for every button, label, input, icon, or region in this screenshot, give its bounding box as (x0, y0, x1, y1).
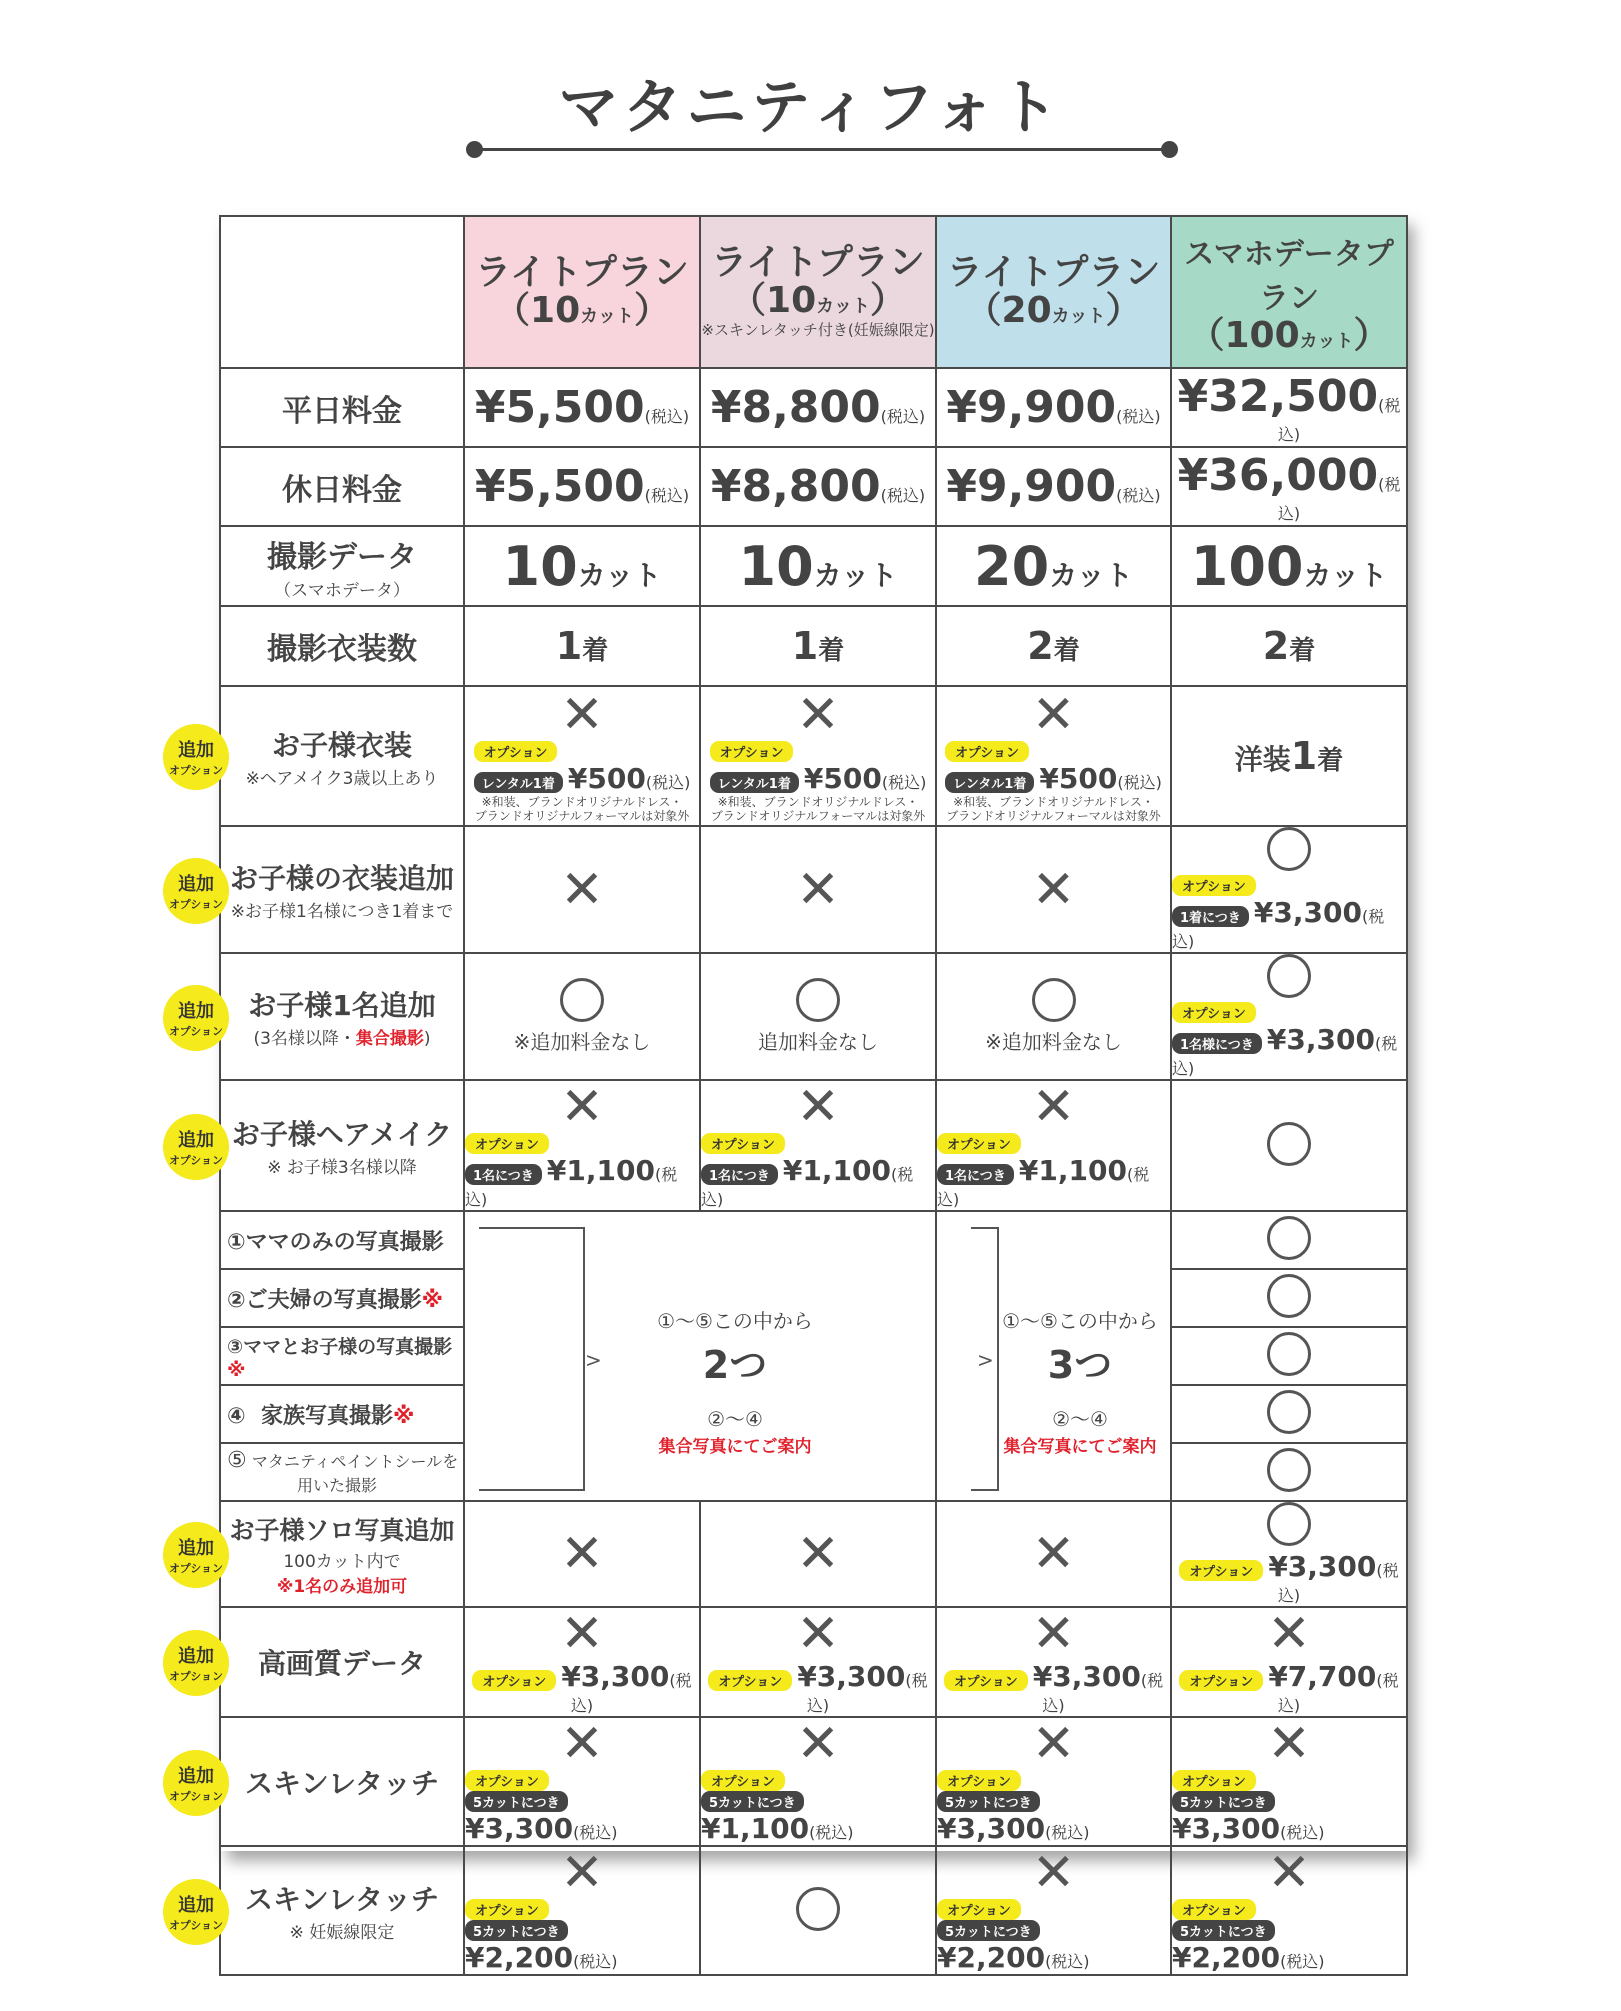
cross-icon: ✕ (560, 1604, 604, 1664)
fine-note: ブランドオリジナルフォーマルは対象外 (474, 809, 690, 823)
option-tag: オプション (701, 1133, 785, 1154)
tax-label: (税込) (1116, 407, 1161, 426)
choose-text: ①～⑤この中から (1002, 1309, 1158, 1333)
tax-label: (税込) (644, 407, 690, 426)
header-empty-cell (220, 216, 464, 368)
tax-label: (税込) (1042, 1671, 1164, 1715)
circle-icon (796, 1887, 840, 1931)
tax-label: (税込) (881, 772, 927, 792)
row-label-child-costume (168, 686, 464, 826)
option-tag: オプション (465, 1899, 549, 1920)
cross-icon: ✕ (796, 684, 840, 745)
plan-header-light-10-retouch (700, 216, 936, 368)
per-cut-tag: 5カットにつき (465, 1920, 568, 1941)
badge-top: 追加 (178, 1646, 214, 1667)
circle-icon (1267, 1274, 1311, 1318)
page-title: マタニティフォト (558, 73, 1063, 143)
row-label-sub: ※ 妊娠線限定 (289, 1923, 395, 1943)
row-label-text: 高画質データ (257, 1647, 426, 1680)
western-wear: 洋装 (1234, 743, 1291, 776)
plan-cuts: （10 (730, 279, 817, 321)
item-number: ② (227, 1287, 246, 1313)
circle-icon (560, 978, 604, 1022)
per-person-tag: 1名様につき (1172, 1033, 1262, 1054)
badge-bottom: オプション (168, 897, 223, 911)
tax-label: (税込) (573, 1952, 618, 1971)
option-tag: オプション (944, 1670, 1028, 1691)
fine-note: ※和装、ブランドオリジナルドレス・ (717, 794, 919, 809)
weekday-price: ¥9,900 (946, 382, 1117, 433)
row-label-weekday: 平日料金 (220, 368, 464, 447)
tax-label: (税込) (1045, 1952, 1090, 1971)
option-tag: オプション (1179, 1670, 1263, 1691)
tax-label: (税込) (1277, 1561, 1399, 1605)
plan-name: スマホデータプラン (1184, 237, 1394, 317)
costume-count: 1 (555, 624, 583, 668)
per-person-tag: 1名につき (465, 1164, 542, 1185)
row-label-hq (168, 1607, 464, 1717)
data-unit: カット (1303, 558, 1388, 592)
cross-icon: ✕ (1031, 1524, 1076, 1584)
option-tag: オプション (465, 1770, 549, 1791)
row-label-text: お子様ソロ写真追加 (229, 1516, 455, 1545)
circle-icon (1267, 954, 1311, 998)
tax-label: (税込) (1117, 772, 1162, 792)
list-item (220, 1443, 464, 1501)
option-price: ¥1,100 (1018, 1154, 1127, 1187)
tax-label: (税込) (465, 1165, 678, 1209)
tax-label: (税込) (880, 407, 926, 426)
weekday-price: ¥5,500 (474, 382, 645, 433)
cross-icon: ✕ (1031, 1714, 1076, 1774)
data-count: 10 (502, 534, 578, 598)
rental-tag: レンタル1着 (710, 772, 799, 793)
data-unit: カット (577, 558, 662, 592)
row-label-text: お子様1名追加 (248, 989, 436, 1022)
plan-close: ） (1105, 290, 1142, 331)
list-item (220, 1211, 464, 1269)
plan-cut-unit: カット (1299, 331, 1354, 353)
weekday-price: ¥32,500 (1177, 370, 1379, 422)
tax-label: (税込) (880, 486, 926, 505)
plan-name: ライトプラン (711, 241, 925, 283)
option-price: ¥500 (803, 761, 882, 795)
group-note: 集合写真にてご案内 (658, 1437, 812, 1457)
tax-label: (税込) (573, 1823, 618, 1842)
per-cut-tag: 5カットにつき (937, 1791, 1040, 1812)
option-tag: オプション (1172, 1002, 1256, 1023)
fine-note: ブランドオリジナルフォーマルは対象外 (946, 809, 1161, 823)
row-label-child-add (168, 953, 464, 1080)
row-label-costume: 撮影衣装数 (220, 606, 464, 686)
cross-icon: ✕ (1031, 859, 1076, 920)
badge-top: 追加 (178, 1000, 214, 1022)
row-label-text: スキンレタッチ (245, 1883, 439, 1916)
row-label-sub: ※ お子様3名様以降 (267, 1158, 417, 1178)
cross-icon: ✕ (560, 1714, 604, 1774)
costume-count: 2 (1262, 624, 1290, 668)
row-label-text: お子様衣装 (271, 728, 412, 762)
costume-count: 2 (1027, 624, 1054, 668)
option-price: ¥3,300 (561, 1660, 670, 1693)
fine-note: ※和装、ブランドオリジナルドレス・ (481, 794, 683, 809)
child-costume-cell (464, 686, 700, 826)
option-tag: オプション (937, 1770, 1021, 1791)
data-count: 10 (738, 534, 814, 598)
child-costume-add-cell (1171, 826, 1407, 953)
row-label-text: スキンレタッチ (245, 1766, 439, 1800)
add-option-badge (163, 1879, 229, 1945)
cross-icon: ✕ (560, 1077, 604, 1137)
rental-tag: レンタル1着 (945, 772, 1034, 793)
option-price: ¥3,300 (1253, 896, 1362, 929)
row-label-sub-red: ※1名のみ追加可 (276, 1577, 408, 1597)
item-mark: ※ (227, 1358, 246, 1381)
group-ref: ②～④ (707, 1407, 763, 1431)
add-option-badge (163, 858, 229, 924)
list-item (220, 1385, 464, 1443)
child-costume-cell (700, 686, 936, 826)
bracket (479, 1227, 585, 1491)
data-count: 100 (1190, 534, 1304, 598)
row-label-text: 撮影データ (267, 539, 417, 575)
title-divider (475, 148, 1170, 151)
plan-cuts: （100 (1188, 315, 1300, 357)
child-add-cell (1171, 953, 1407, 1080)
costume-count: 1 (1290, 734, 1318, 778)
item-text-2: 用いた撮影 (297, 1476, 378, 1495)
option-tag: オプション (1172, 875, 1256, 896)
tax-label: (税込) (1045, 1823, 1090, 1842)
add-option-badge (163, 1114, 229, 1180)
row-label-child-costume-add (168, 826, 464, 953)
holiday-price: ¥36,000 (1177, 449, 1379, 501)
item-text: マタニティペイントシールを (251, 1452, 459, 1471)
badge-top: 追加 (178, 1894, 214, 1916)
per-person-tag: 1名につき (937, 1164, 1014, 1185)
tax-label: (税込) (645, 772, 691, 792)
cross-icon: ✕ (796, 859, 840, 920)
circle-icon (1267, 1502, 1311, 1546)
item-mark: ※ (392, 1403, 415, 1429)
add-option-badge (163, 1750, 229, 1816)
item-text: ママとお子様の写真撮影 (243, 1335, 453, 1358)
row-label-data (220, 526, 464, 606)
costume-count: 1 (791, 624, 819, 668)
row-label-child-hair (168, 1080, 464, 1211)
circle-icon (1267, 1332, 1311, 1376)
costume-unit: 着 (1317, 746, 1344, 776)
option-price: ¥2,200 (465, 1941, 574, 1974)
no-fee-note: 追加料金なし (758, 1030, 878, 1054)
option-tag: オプション (945, 741, 1029, 762)
add-option-badge (163, 1522, 229, 1588)
badge-bottom: オプション (168, 764, 223, 777)
row-label-sub: ※ヘアメイク3歳以上あり (245, 768, 439, 789)
option-price: ¥2,200 (937, 1941, 1046, 1974)
option-tag: オプション (708, 1670, 792, 1691)
choose-count: 2つ (702, 1343, 768, 1387)
badge-top: 追加 (178, 1765, 214, 1787)
plan-header-light-20 (936, 216, 1171, 368)
circle-icon (1032, 978, 1076, 1022)
option-price: ¥3,300 (465, 1812, 574, 1845)
option-price: ¥3,300 (937, 1812, 1046, 1845)
badge-bottom: オプション (168, 1918, 223, 1932)
option-price: ¥3,300 (797, 1660, 906, 1693)
badge-bottom: オプション (168, 1789, 223, 1803)
option-tag: オプション (474, 741, 558, 762)
row-label-retouch (168, 1717, 464, 1846)
cross-icon: ✕ (796, 1077, 840, 1137)
option-tag: オプション (937, 1899, 1021, 1920)
rental-tag: レンタル1着 (474, 772, 563, 793)
per-cut-tag: 5カットにつき (1172, 1920, 1275, 1941)
item-text: 家族写真撮影 (260, 1403, 393, 1429)
cross-icon: ✕ (796, 1714, 840, 1774)
data-unit: カット (813, 558, 898, 592)
tax-label: (税込) (809, 1823, 854, 1842)
plan-close: ） (1353, 315, 1390, 357)
per-cut-tag: 5カットにつき (1172, 1791, 1275, 1812)
circle-icon (1267, 827, 1311, 871)
plan-table (168, 215, 1406, 1974)
weekday-price: ¥8,800 (710, 382, 881, 433)
data-unit: カット (1049, 558, 1133, 592)
tax-label: (税込) (701, 1165, 914, 1209)
plan-header-light-10 (464, 216, 700, 368)
item-text: ご夫婦の写真撮影 (245, 1287, 422, 1313)
cross-icon: ✕ (796, 1604, 840, 1664)
badge-bottom: オプション (168, 1670, 223, 1683)
option-tag: オプション (701, 1770, 785, 1791)
row-label-text: お子様ヘアメイク (231, 1118, 453, 1151)
tax-label: (税込) (644, 486, 690, 505)
plan-name: ライトプラン (475, 252, 689, 294)
no-fee-note: ※追加料金なし (513, 1030, 651, 1054)
circle-icon (1267, 1122, 1311, 1166)
option-price: ¥1,100 (546, 1154, 655, 1187)
cross-icon: ✕ (1267, 1843, 1311, 1903)
tax-label: (税込) (570, 1671, 692, 1715)
plan-header-smartphone-100 (1171, 216, 1407, 368)
item-number: ① (227, 1229, 246, 1255)
cross-icon: ✕ (560, 1524, 604, 1584)
add-option-badge (163, 1630, 229, 1696)
option-price: ¥500 (1039, 761, 1118, 795)
list-item (220, 1269, 464, 1327)
costume-unit: 着 (1053, 636, 1080, 666)
fine-note: ※和装、ブランドオリジナルドレス・ (953, 794, 1154, 809)
divider-dot-left (466, 141, 483, 158)
holiday-price: ¥5,500 (474, 461, 645, 512)
row-label-sub: 100カット内で (283, 1552, 401, 1572)
option-tag: オプション (710, 741, 794, 762)
tax-label: (税込) (1172, 1034, 1398, 1078)
option-tag: オプション (465, 1133, 549, 1154)
option-price: ¥2,200 (1172, 1941, 1281, 1974)
badge-top: 追加 (178, 740, 214, 761)
plan-cuts: （20 (965, 290, 1052, 331)
cross-icon: ✕ (1267, 1604, 1311, 1664)
choose-text: ①～⑤この中から (657, 1309, 813, 1333)
cross-icon: ✕ (1031, 1843, 1076, 1903)
plan-cut-unit: カット (1051, 306, 1106, 327)
plan-close: ） (869, 279, 906, 321)
row-label-text: お子様の衣装追加 (229, 862, 454, 895)
option-price: ¥1,100 (701, 1812, 810, 1845)
costume-unit: 着 (1289, 636, 1316, 666)
item-number: ⑤ (227, 1448, 247, 1473)
no-fee-note: ※追加料金なし (985, 1030, 1122, 1054)
tax-label: (税込) (1172, 907, 1385, 951)
option-price: ¥3,300 (1172, 1812, 1281, 1845)
badge-top: 追加 (178, 873, 214, 895)
option-price: ¥500 (567, 761, 646, 795)
badge-top: 追加 (178, 1129, 214, 1151)
tax-label: (税込) (1277, 395, 1401, 444)
cross-icon: ✕ (1267, 1714, 1311, 1774)
per-cut-tag: 5カットにつき (937, 1920, 1040, 1941)
badge-top: 追加 (178, 1538, 214, 1559)
option-price: ¥1,100 (782, 1154, 891, 1187)
plan-name: ライトプラン (946, 252, 1161, 294)
costume-unit: 着 (818, 636, 845, 666)
plan-close: ） (633, 290, 670, 331)
group-ref: ②～④ (1052, 1407, 1108, 1431)
row-label-sub: ※お子様1名様につき1着まで (230, 902, 454, 922)
plan-cut-unit: カット (816, 295, 870, 317)
holiday-price: ¥8,800 (710, 461, 881, 512)
choose-two-cell (464, 1211, 936, 1501)
item-number: ④ (227, 1403, 246, 1429)
item-text: ママのみの写真撮影 (245, 1229, 444, 1255)
tax-label: (税込) (806, 1671, 928, 1715)
group-shoot-text: 集合撮影 (355, 1029, 424, 1049)
row-label-solo (168, 1501, 464, 1607)
tax-label: (税込) (1277, 1671, 1399, 1715)
badge-bottom: オプション (168, 1024, 223, 1038)
costume-unit: 着 (582, 636, 609, 666)
circle-icon (1267, 1448, 1311, 1492)
cross-icon: ✕ (560, 684, 604, 745)
item-number: ③ (227, 1335, 244, 1358)
tax-label: (税込) (1280, 1952, 1325, 1971)
option-tag: オプション (1179, 1560, 1263, 1581)
holiday-price: ¥9,900 (946, 461, 1117, 512)
choose-count: 3つ (1047, 1343, 1113, 1387)
circle-icon (1267, 1390, 1311, 1434)
option-tag: オプション (1172, 1770, 1256, 1791)
row-label-holiday: 休日料金 (220, 447, 464, 526)
item-mark: ※ (421, 1287, 444, 1313)
tax-label: (税込) (937, 1165, 1150, 1209)
tax-label: (税込) (1277, 474, 1401, 523)
cross-icon: ✕ (560, 1843, 604, 1903)
option-price: ¥3,300 (1268, 1550, 1377, 1583)
cross-icon: ✕ (1031, 684, 1076, 745)
cross-icon: ✕ (560, 859, 604, 920)
cross-icon: ✕ (796, 1524, 840, 1584)
circle-icon (1267, 1216, 1311, 1260)
option-price: ¥7,700 (1268, 1660, 1377, 1693)
add-option-badge (163, 985, 229, 1051)
plan-cut-unit: カット (580, 306, 634, 327)
option-price: ¥3,300 (1266, 1023, 1375, 1056)
cross-icon: ✕ (1031, 1077, 1076, 1137)
tax-label: (税込) (1116, 486, 1161, 505)
divider-dot-right (1161, 141, 1178, 158)
list-item (220, 1327, 464, 1385)
row-label-retouch-pregnancy (168, 1846, 464, 1975)
tax-label: (税込) (1280, 1823, 1325, 1842)
add-option-badge (163, 724, 229, 790)
bracket-tip-icon: > (977, 1348, 994, 1372)
choose-three-cell (936, 1211, 1171, 1501)
cross-icon: ✕ (1031, 1604, 1076, 1664)
option-tag: オプション (937, 1133, 1021, 1154)
row-label-sub: (3名様以降・ (253, 1029, 356, 1049)
badge-bottom: オプション (168, 1562, 223, 1575)
child-costume-cell (1171, 686, 1407, 826)
bracket-tip-icon: > (585, 1348, 602, 1372)
plan-note: ※スキンレタッチ付き(妊娠線限定) (701, 321, 935, 340)
option-tag: オプション (1172, 1899, 1256, 1920)
option-price: ¥3,300 (1032, 1660, 1141, 1693)
circle-icon (796, 978, 840, 1022)
row-label-sub-close: ) (423, 1029, 431, 1049)
plan-cuts: （10 (494, 290, 581, 331)
per-cut-tag: 5カットにつき (701, 1791, 804, 1812)
per-person-tag: 1名につき (701, 1164, 778, 1185)
row-label-sub: （スマホデータ） (274, 580, 410, 601)
child-costume-cell (936, 686, 1171, 826)
group-note: 集合写真にてご案内 (1003, 1437, 1157, 1457)
badge-bottom: オプション (168, 1153, 223, 1167)
option-tag: オプション (472, 1670, 556, 1691)
data-count: 20 (974, 534, 1050, 598)
per-cut-tag: 5カットにつき (465, 1791, 568, 1812)
fine-note: ブランドオリジナルフォーマルは対象外 (710, 809, 926, 823)
per-item-tag: 1着につき (1172, 906, 1249, 927)
